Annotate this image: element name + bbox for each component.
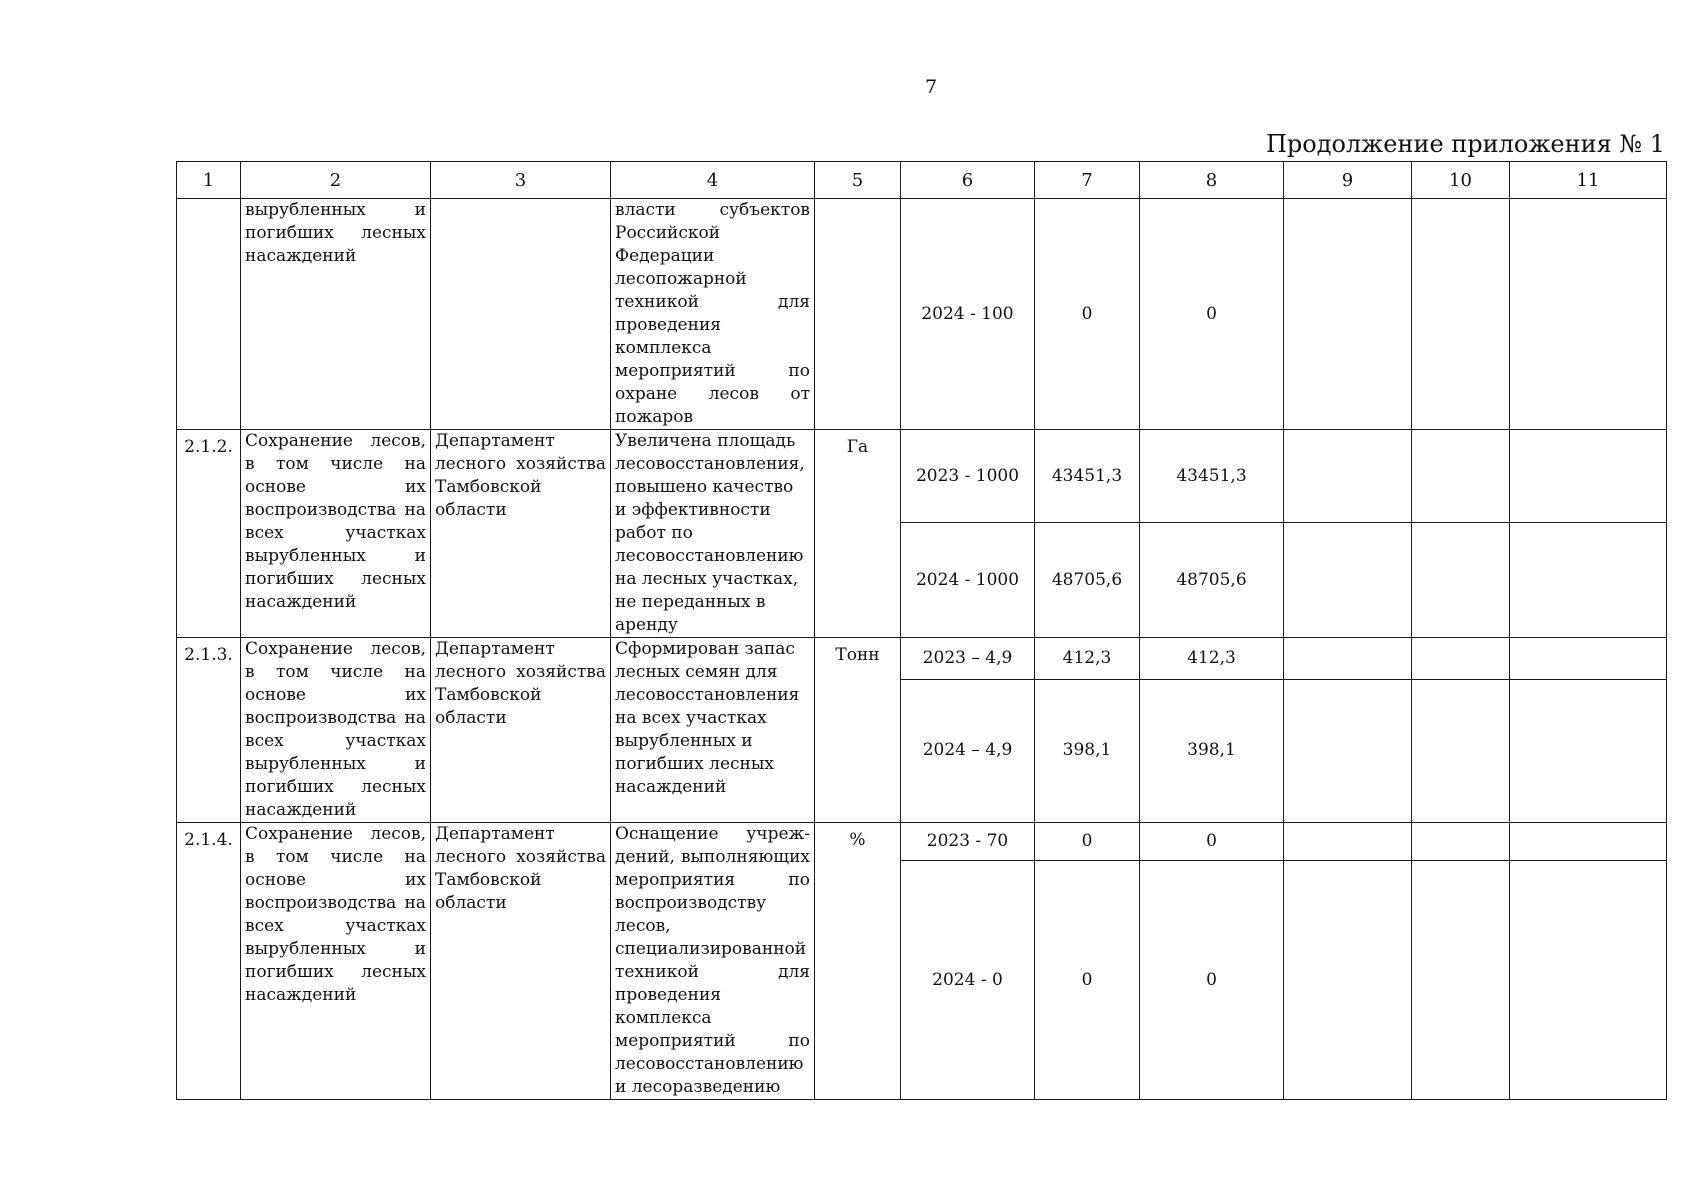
value-col8-cell: 0: [1140, 823, 1284, 861]
header-cell-11: 11: [1510, 162, 1667, 199]
empty-cell: [1510, 199, 1667, 430]
header-cell-6: 6: [901, 162, 1035, 199]
empty-cell: [1284, 638, 1412, 680]
appendix-table: [176, 161, 1667, 1100]
empty-cell: [1284, 523, 1412, 638]
unit-cell: Тонн: [815, 638, 901, 823]
table-row: [177, 823, 1667, 861]
empty-cell: [1510, 638, 1667, 680]
appendix-title: Продолжение приложения № 1: [1265, 130, 1665, 158]
value-col8-cell: 412,3: [1140, 638, 1284, 680]
empty-cell: [1284, 430, 1412, 523]
department-cell: Департамент лесного хозяйства Тамбовской области: [431, 638, 611, 823]
event-name-cell: Сохранение лесов, в том числе на основе их воспроизводства на всех участках вырубленных и погибших лесных насаждений: [241, 430, 431, 638]
plan-value-cell: 2023 – 4,9: [901, 638, 1035, 680]
result-cell: Сформирован запас лесных семян для лесовосстановления на всех участках вырубленных и погибших лесных насаждений: [611, 638, 815, 823]
value-col7-cell: 412,3: [1035, 638, 1140, 680]
event-name-cell: Сохранение лесов, в том числе на основе их воспроизводства на всех участках вырубленных и погибших лесных насаждений: [241, 638, 431, 823]
result-cell: власти субъектов Российской Федерации лесопожарной техникой для проведения комплекса мероприятий по охране лесов от пожаров: [611, 199, 815, 430]
empty-cell: [1412, 638, 1510, 680]
header-cell-4: 4: [611, 162, 815, 199]
empty-cell: [1412, 430, 1510, 523]
empty-cell: [1412, 199, 1510, 430]
empty-cell: [1284, 679, 1412, 822]
plan-value-cell: 2024 - 0: [901, 861, 1035, 1100]
empty-cell: [1284, 199, 1412, 430]
department-cell: [431, 199, 611, 430]
table-row: [177, 199, 1667, 430]
value-col7-cell: 0: [1035, 861, 1140, 1100]
value-col7-cell: 43451,3: [1035, 430, 1140, 523]
row-number-cell: 2.1.4.: [177, 823, 241, 1100]
header-cell-3: 3: [431, 162, 611, 199]
result-cell: Оснащение учреж-дений, выполняющих мероприятия по воспроизводству лесов, специализированной техникой для проведения комплекса мероприятий по лесовосстановлению и лесоразведению: [611, 823, 815, 1100]
value-col8-cell: 48705,6: [1140, 523, 1284, 638]
page-number: 7: [925, 76, 938, 98]
header-cell-1: 1: [177, 162, 241, 199]
empty-cell: [1510, 679, 1667, 822]
empty-cell: [1412, 679, 1510, 822]
value-col8-cell: 43451,3: [1140, 430, 1284, 523]
value-col7-cell: 0: [1035, 823, 1140, 861]
table-row: [177, 638, 1667, 680]
header-cell-2: 2: [241, 162, 431, 199]
header-cell-8: 8: [1140, 162, 1284, 199]
plan-value-cell: 2024 – 4,9: [901, 679, 1035, 822]
plan-value-cell: 2023 - 1000: [901, 430, 1035, 523]
unit-cell: [815, 199, 901, 430]
row-number-cell: 2.1.2.: [177, 430, 241, 638]
empty-cell: [1284, 823, 1412, 861]
header-cell-5: 5: [815, 162, 901, 199]
unit-cell: Га: [815, 430, 901, 638]
header-cell-10: 10: [1412, 162, 1510, 199]
event-name-cell: вырубленных и погибших лесных насаждений: [241, 199, 431, 430]
department-cell: Департамент лесного хозяйства Тамбовской области: [431, 430, 611, 638]
empty-cell: [1412, 523, 1510, 638]
empty-cell: [1284, 861, 1412, 1100]
value-col7-cell: 48705,6: [1035, 523, 1140, 638]
unit-cell: %: [815, 823, 901, 1100]
empty-cell: [1510, 430, 1667, 523]
department-cell: Департамент лесного хозяйства Тамбовской области: [431, 823, 611, 1100]
event-name-cell: Сохранение лесов, в том числе на основе их воспроизводства на всех участках вырубленных и погибших лесных насаждений: [241, 823, 431, 1100]
value-col7-cell: 0: [1035, 199, 1140, 430]
value-col8-cell: 0: [1140, 861, 1284, 1100]
empty-cell: [1510, 523, 1667, 638]
value-col8-cell: 0: [1140, 199, 1284, 430]
header-cell-9: 9: [1284, 162, 1412, 199]
plan-value-cell: 2024 - 100: [901, 199, 1035, 430]
table-row: [177, 430, 1667, 523]
table-header-row: [177, 162, 1667, 199]
row-number-cell: 2.1.3.: [177, 638, 241, 823]
value-col7-cell: 398,1: [1035, 679, 1140, 822]
empty-cell: [1412, 823, 1510, 861]
empty-cell: [1412, 861, 1510, 1100]
result-cell: Увеличена площадь лесовосстановления, повышено качество и эффективности работ по лесовосстановлению на лесных участках, не переданных в аренду: [611, 430, 815, 638]
plan-value-cell: 2023 - 70: [901, 823, 1035, 861]
header-cell-7: 7: [1035, 162, 1140, 199]
row-number-cell: [177, 199, 241, 430]
empty-cell: [1510, 823, 1667, 861]
plan-value-cell: 2024 - 1000: [901, 523, 1035, 638]
empty-cell: [1510, 861, 1667, 1100]
value-col8-cell: 398,1: [1140, 679, 1284, 822]
